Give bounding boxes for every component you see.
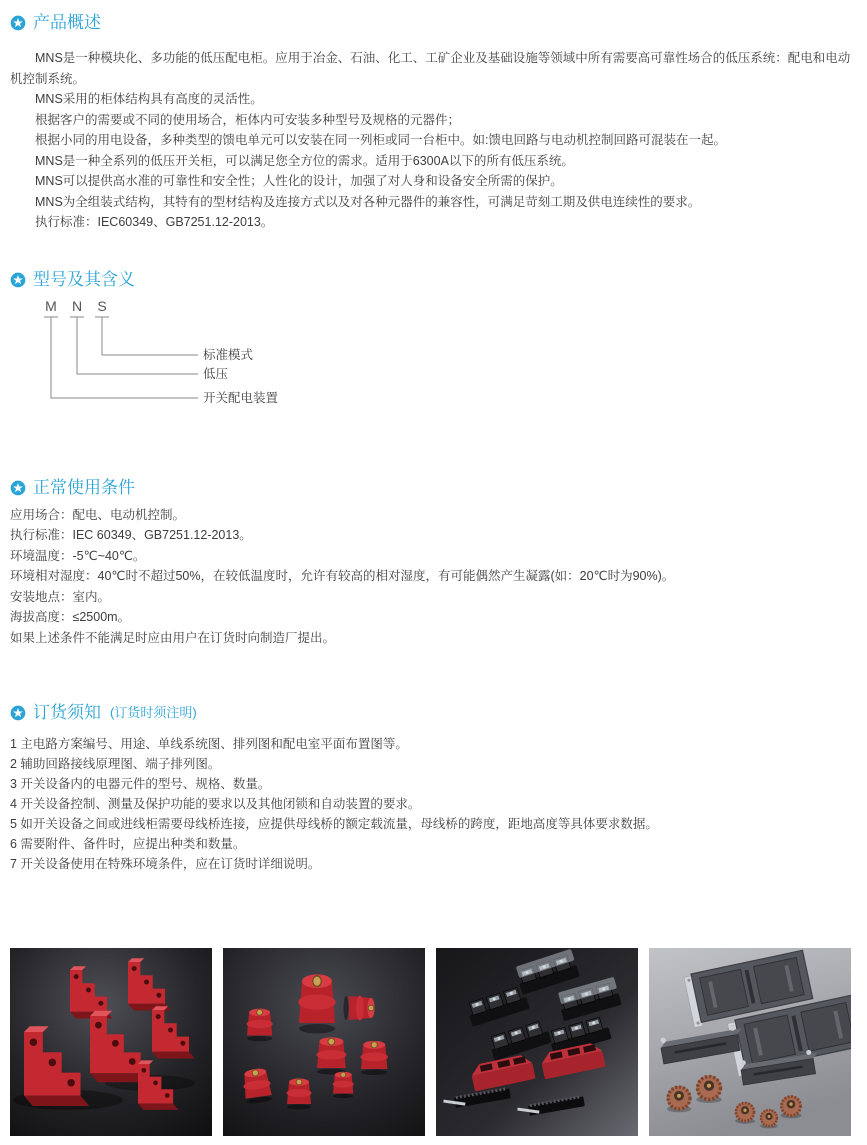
model-label-low-voltage: 低压	[203, 366, 229, 381]
ordering-item: 6 需要附件、备件时，应提出种类和数量。	[10, 837, 246, 851]
model-label-standard-mode: 标准模式	[203, 347, 254, 362]
ordering-item: 4 开关设备控制、测量及保护功能的要求以及其他闭锁和自动装置的要求。	[10, 797, 421, 811]
conditions-lines	[10, 505, 857, 649]
section-title-conditions	[10, 477, 857, 499]
condition-line: 应用场合：配电、电动机控制。	[10, 507, 186, 522]
photo-red-stepped-busbar-supports	[10, 948, 212, 1136]
overview-paragraph: MNS是一种全系列的低压开关柜，可以满足您全方位的需求。适用于6300A以下的所有低压系统。	[35, 153, 574, 168]
section-product-overview	[10, 12, 857, 233]
section-title-ordering	[10, 702, 857, 724]
ordering-item: 5 如开关设备之间或进线柜需要母线桥连接，应提供母线桥的额定载流量，母线桥的跨度，距地高度等具体要求数据。	[10, 817, 658, 831]
overview-paragraph: 根据小同的用电设备，多种类型的馈电单元可以安装在同一列柜或同一台柜中。如:馈电回路与电动机控制回路可混装在一起。	[35, 133, 726, 147]
overview-paragraph: 根据客户的需要或不同的使用场合，柜体内可安装多种型号及规格的元器件；	[35, 112, 461, 127]
ordering-item: 3 开关设备内的电器元件的型号、规格、数量。	[10, 777, 271, 791]
product-photo-row	[10, 948, 857, 1136]
section-title-text: 型号及其含义	[33, 269, 135, 289]
photo-busbar-holders-copper-brushes-image	[649, 948, 851, 1136]
section-title-text: 产品概述	[33, 13, 101, 32]
overview-paragraph: MNS可以提供高水准的可靠性和安全性；人性化的设计，加强了对人身和设备安全所需的保护。	[35, 174, 563, 188]
photo-red-stepped-busbar-supports-image	[10, 948, 212, 1136]
photo-terminal-blocks	[436, 948, 638, 1136]
overview-paragraphs	[10, 48, 857, 233]
circled-star-icon	[10, 15, 26, 31]
condition-line: 安装地点：室内。	[10, 589, 111, 604]
overview-paragraph: MNS为全组装式结构，其特有的型材结构及连接方式以及对各种元器件的兼容性，可满足苛刻工期及供电连续性的要求。	[35, 194, 701, 209]
section-title-text: 订货须知	[33, 703, 101, 722]
condition-line: 执行标准：IEC 60349、GB7251.12-2013。	[10, 528, 252, 542]
model-designation-diagram	[40, 295, 360, 410]
ordering-items	[10, 734, 857, 874]
overview-paragraph: MNS采用的柜体结构具有高度的灵活性。	[35, 92, 263, 106]
ordering-item: 2 辅助回路接线原理图、端子排列图。	[10, 757, 221, 771]
section-title-text: 正常使用条件	[33, 477, 135, 497]
model-letter-s: S	[97, 297, 107, 314]
model-letter-m: M	[45, 297, 57, 314]
section-title-overview	[10, 12, 857, 34]
photo-red-standoff-insulators-image	[223, 948, 425, 1136]
section-title-model	[10, 269, 857, 291]
section-subtitle-text: (订货时须注明)	[110, 705, 197, 720]
photo-terminal-blocks-image	[436, 948, 638, 1136]
section-normal-service-conditions	[10, 477, 857, 649]
condition-line: 环境温度：-5℃~40℃。	[10, 548, 146, 563]
condition-line: 如果上述条件不能满足时应由用户在订货时向制造厂提出。	[10, 630, 336, 645]
condition-line: 环境相对湿度：40℃时不超过50%，在较低温度时，允许有较高的相对湿度，有可能偶然产生凝露(如：20℃时为90%)。	[10, 569, 675, 583]
circled-star-icon	[10, 480, 26, 496]
model-label-switchgear: 开关配电装置	[203, 390, 279, 405]
overview-paragraph: 执行标准：IEC60349、GB7251.12-2013。	[35, 215, 274, 229]
photo-busbar-holders-copper-brushes	[649, 948, 851, 1136]
circled-star-icon	[10, 272, 26, 288]
ordering-item: 1 主电路方案编号、用途、单线系统图、排列图和配电室平面布置图等。	[10, 737, 408, 751]
circled-star-icon	[10, 705, 26, 721]
section-ordering-instructions	[10, 702, 857, 874]
condition-line: 海拔高度：≤2500m。	[10, 610, 131, 624]
overview-paragraph: MNS是一种模块化、多功能的低压配电柜。应用于冶金、石油、化工、工矿企业及基础设施等领域中所有需要高可靠性场合的低压系统：配电和电动机控制系统。	[10, 51, 851, 86]
section-model-meaning	[10, 269, 857, 410]
ordering-item: 7 开关设备使用在特殊环境条件，应在订货时详细说明。	[10, 857, 321, 871]
photo-red-standoff-insulators	[223, 948, 425, 1136]
model-letter-n: N	[71, 297, 83, 314]
